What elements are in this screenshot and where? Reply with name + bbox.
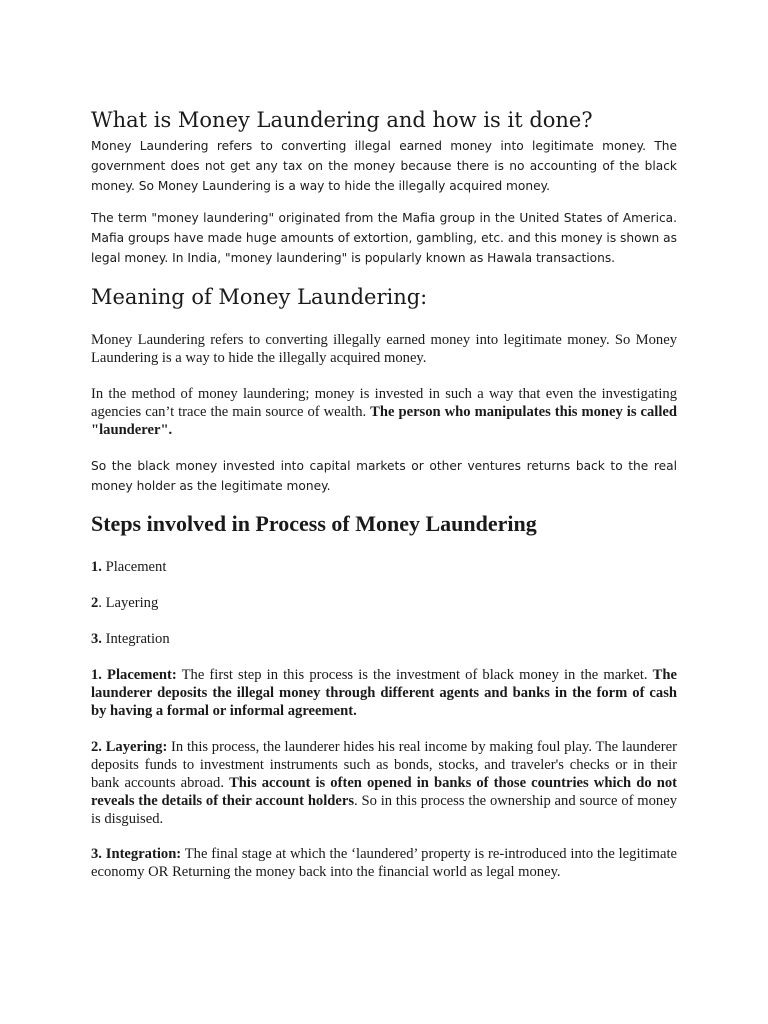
meaning-paragraph-1: Money Laundering refers to converting illegally earned money into legitimate money. So Money Laundering is a way to hide the illegally acquired money. <box>91 332 677 366</box>
meaning-paragraph-3: So the black money invested into capital markets or other ventures returns back to the real money holder as the legitimate money. <box>91 459 677 493</box>
page-title: What is Money Laundering and how is it done? <box>91 108 593 132</box>
placement-paragraph <box>91 666 677 720</box>
steps-list-item-3 <box>91 630 677 648</box>
steps-list-item-2 <box>91 594 677 612</box>
layering-bold: This account is often opened in banks of those countries which do not reveals the details of their account holders <box>91 775 677 809</box>
layering-paragraph <box>91 738 677 828</box>
layering-tail: . So in this process the ownership and source of money is disguised. <box>91 793 677 827</box>
placement-text: The first step in this process is the investment of black money in the market. <box>176 667 653 683</box>
intro-paragraph-2: The term "money laundering" originated from the Mafia group in the United States of America. Mafia groups have made huge amounts of extortion, gambling, etc. and this money is shown as legal money. In India, "money laundering" is popularly known as Hawala transactions. <box>91 211 677 265</box>
steps-list-item-2-label: . Layering <box>98 595 159 611</box>
steps-list-item-1-label: Placement <box>101 559 167 575</box>
layering-text: In this process, the launderer hides his real income by making foul play. The launderer deposits funds to investment instruments such as bonds, stocks, and traveler's checks or in their bank accounts abroad. <box>91 739 677 791</box>
integration-text: The final stage at which the ‘laundered’ property is re-introduced into the legitimate economy OR Returning the money back into the financial world as legal money. <box>91 846 677 880</box>
layering-lead: 2. Layering: <box>91 739 168 755</box>
intro-paragraph-1: Money Laundering refers to converting illegal earned money into legitimate money. The government does not get any tax on the money because there is no accounting of the black money. So Money Laundering is a way to hide the illegally acquired money. <box>91 139 677 193</box>
placement-bold: The launderer deposits the illegal money through different agents and banks in the form of cash by having a formal or informal agreement. <box>91 667 677 719</box>
placement-lead: 1. Placement: <box>91 667 177 683</box>
steps-list-item-3-number: 3. <box>91 631 102 647</box>
integration-lead: 3. Integration: <box>91 846 182 862</box>
steps-list-item-3-label: Integration <box>101 631 170 647</box>
steps-list-item-1 <box>91 558 677 576</box>
steps-list-item-2-number: 2 <box>91 595 99 611</box>
meaning-paragraph-2-text: In the method of money laundering; money is invested in such a way that even the investigating agencies can’t trace the main source of wealth. <box>91 386 677 420</box>
meaning-paragraph-2-bold: The person who manipulates this money is called "launderer". <box>91 404 677 438</box>
meaning-paragraph-2 <box>91 385 677 439</box>
steps-heading: Steps involved in Process of Money Laundering <box>91 511 537 536</box>
steps-list-item-1-number: 1. <box>91 559 102 575</box>
meaning-heading: Meaning of Money Laundering: <box>91 285 428 309</box>
integration-paragraph <box>91 845 677 881</box>
